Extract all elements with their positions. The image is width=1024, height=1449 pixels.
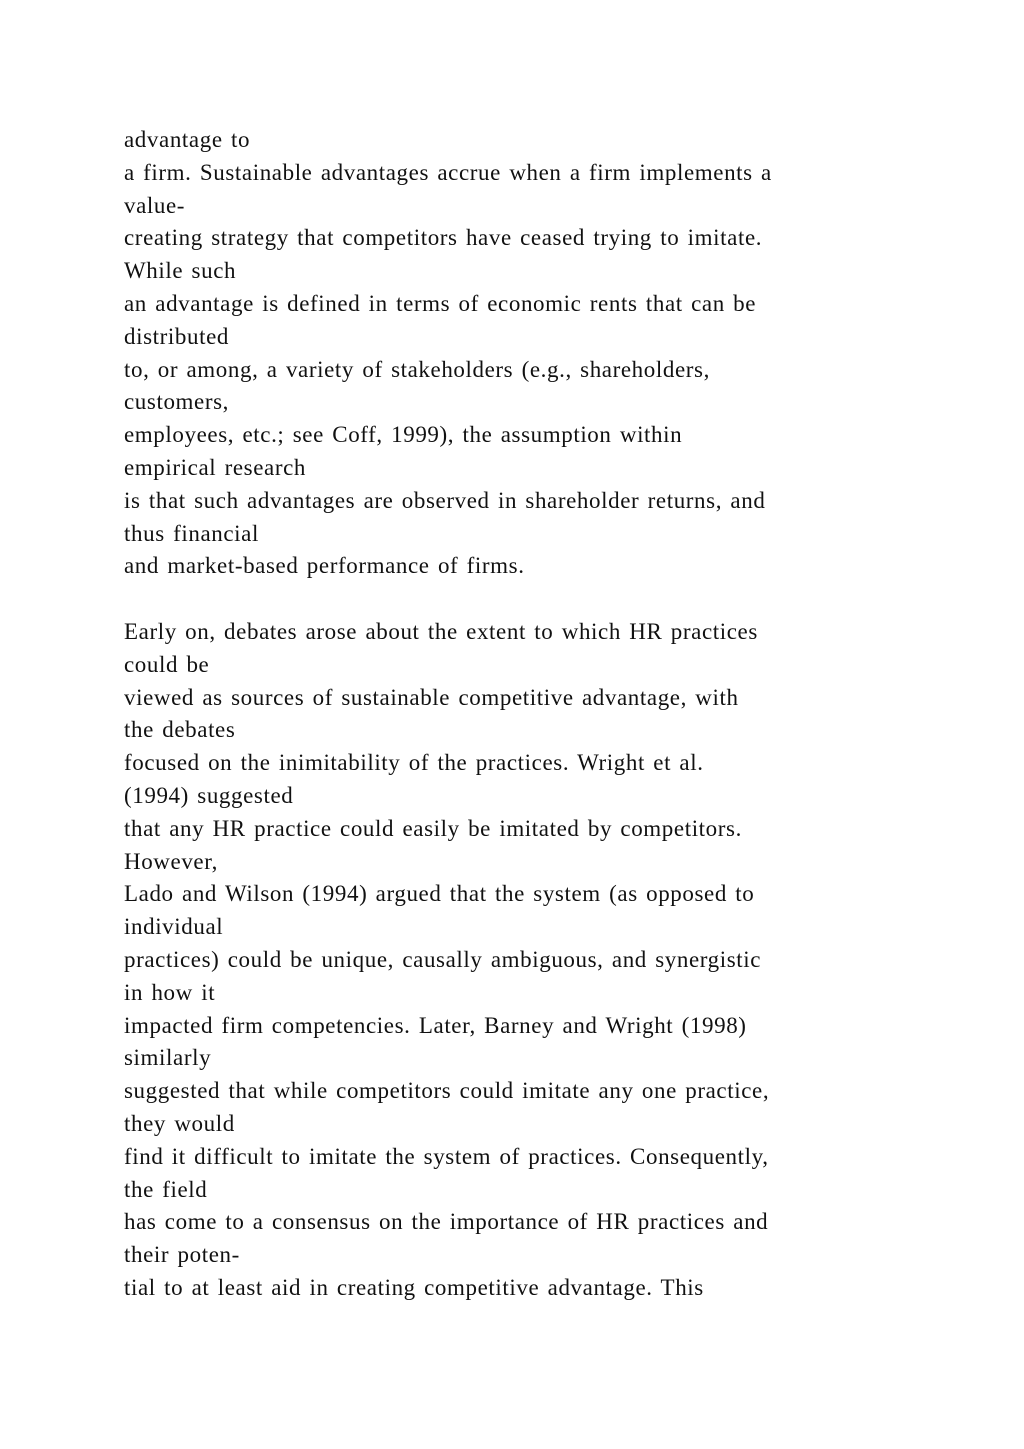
- text-line: is that such advantages are observed in shareholder returns, and: [124, 487, 766, 513]
- text-line: to, or among, a variety of stakeholders (e.g., shareholders,: [124, 356, 710, 382]
- paragraph-spacer: [124, 583, 914, 616]
- text-line: Early on, debates arose about the extent to which HR practices: [124, 618, 758, 644]
- text-line: an advantage is defined in terms of economic rents that can be: [124, 290, 757, 316]
- text-line: However,: [124, 848, 218, 874]
- text-line: focused on the inimitability of the practices. Wright et al.: [124, 750, 704, 776]
- text-line: impacted firm competencies. Later, Barney and Wright (1998): [124, 1012, 747, 1038]
- text-line: individual: [124, 914, 224, 940]
- text-line: While such: [124, 258, 237, 284]
- text-line: the debates: [124, 717, 236, 743]
- text-line: the field: [124, 1176, 208, 1202]
- text-line: advantage to: [124, 127, 251, 152]
- text-line: in how it: [124, 979, 216, 1005]
- text-line: has come to a consensus on the importance of HR practices and: [124, 1209, 769, 1235]
- text-line: they would: [124, 1110, 235, 1136]
- paragraph-2: [124, 616, 914, 1305]
- text-line: suggested that while competitors could imitate any one practice,: [124, 1078, 770, 1104]
- text-line: their poten-: [124, 1242, 240, 1268]
- text-line: find it difficult to imitate the system of practices. Consequently,: [124, 1143, 769, 1169]
- text-line: (1994) suggested: [124, 782, 294, 808]
- text-line: a firm. Sustainable advantages accrue when a firm implements a: [124, 159, 772, 185]
- text-line: viewed as sources of sustainable competitive advantage, with: [124, 684, 739, 710]
- text-line: similarly: [124, 1045, 212, 1071]
- text-line: distributed: [124, 323, 229, 349]
- text-line: value-: [124, 192, 186, 218]
- document-body: [124, 124, 914, 1305]
- text-line: creating strategy that competitors have ceased trying to imitate.: [124, 225, 763, 251]
- text-line: Lado and Wilson (1994) argued that the system (as opposed to: [124, 881, 755, 907]
- text-line: employees, etc.; see Coff, 1999), the assumption within: [124, 422, 683, 448]
- text-line: that any HR practice could easily be imitated by competitors.: [124, 815, 742, 841]
- text-line: thus financial: [124, 520, 259, 546]
- text-line: tial to at least aid in creating competitive advantage. This: [124, 1274, 704, 1300]
- text-line: practices) could be unique, causally ambiguous, and synergistic: [124, 946, 762, 972]
- text-line: and market-based performance of firms.: [124, 553, 525, 579]
- text-line: customers,: [124, 389, 230, 415]
- text-line: empirical research: [124, 454, 306, 480]
- paragraph-1: [124, 124, 914, 583]
- text-line: could be: [124, 651, 210, 677]
